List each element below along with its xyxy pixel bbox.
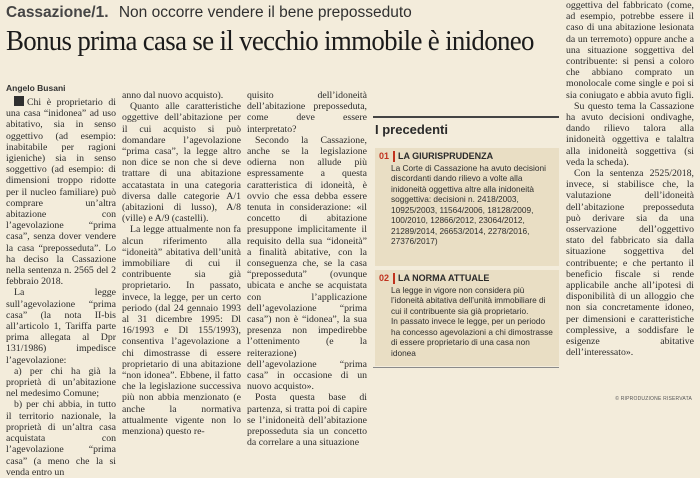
article-paragraph: Chi è proprietario di una casa “inidonea” ad uso abitativo, sia in senso oggettivo (ad esempio: inabitabile per ragioni igieniche) sia in senso soggettivo (ad esempio: di dimensioni troppo ridotte per il nucleo familiare) può comprare un’altra abitazione con l’agevolazione “prima casa”, senza dover vendere la casa “preposseduta”. Lo ha deciso la Cassazione nella sentenza n. 2565 del 2 febbraio 2018.: [6, 97, 116, 288]
box-number: 01: [379, 151, 390, 161]
article-paragraph: La legge sull’agevolazione “prima casa” (la nota II-bis all’articolo 1, Tariffa parte prima allegata al Dpr 131/1986) impedisce l’agevolazione:: [6, 287, 116, 366]
precedents-sidebar: [373, 116, 559, 368]
article-paragraph: Quanto alle caratteristiche oggettive dell’abitazione per il cui acquisto si può domandare l’agevolazione “prima casa”, la legge altro non dice se non che si deve trattare di una abitazione accatastata in una categoria diversa dalle categorie A/1 (abitazioni di lusso), A/8 (ville) e A/9 (castelli).: [122, 101, 241, 225]
kicker-label: Cassazione/1.: [6, 4, 109, 21]
article-paragraph: Posta questa base di partenza, si tratta poi di capire se l’inidoneità dell’abitazione preposseduta sia un concetto da correlare a una situazione: [247, 392, 367, 449]
box-text: La Corte di Cassazione ha avuto decisioni discordanti dando rilievo a volte alla inidoneità oggettiva altre alla inidoneità soggettiva: decisioni n. 2418/2003, 10925/2003, 11564/2006, 18128/2009, 100/2010, 12866/2012, 23064/2012, 21289/2014, 26653/2014, 2278/2016, 27376/2017): [391, 162, 546, 246]
article-paragraph: La legge attualmente non fa alcun riferimento alla “idoneità” abitativa dell’unità immobiliare di cui il contribuente sia già proprietario. In passato, invece, la legge, per un certo periodo (dal 24 gennaio 1993 al 31 dicembre 1995: Dl 16/1993 e Dl 155/1993), consentiva l’agevolazione a chi dimostrasse di essere proprietario di una abitazione “non idonea”. Ebbene, il fatto che la legislazione successiva più non abbia menzionato (e anche la normativa attualmente vigente non lo menziona) questo re-: [122, 224, 241, 438]
box-label: LA GIURISPRUDENZA: [393, 151, 493, 162]
article-paragraph: b) per chi abbia, in tutto il territorio nazionale, la proprietà di un’altra casa acquistata con l’agevolazione “prima casa” (a meno che la si venda entro un: [6, 399, 116, 478]
box-header: [379, 273, 555, 284]
article-column-3: [247, 90, 367, 449]
article-paragraph: Secondo la Cassazione, anche se la legislazione odierna non allude più espressamente a questa caratteristica di idoneità, è ovvio che essa debba essere tenuta in considerazione: «il concetto di abitazione presuppone implicitamente il requisito della sua “idoneità” a finalità abitative, con la conseguenza che, se la casa “preposseduta” (ovunque ubicata e anche se acquistata con l’applicazione dell’agevolazione “prima casa”) non è “idonea”, la sua presenza non impedirebbe l’ottenimento (e la reiterazione) dell’agevolazione “prima casa” in occasione di un nuovo acquisto».: [247, 134, 367, 393]
article-paragraph: Con la sentenza 2525/2018, invece, si stabilisce che, la valutazione dell’idoneità dell’abitazione preposseduta può derivare sia da una osservazione dell’oggettivo stato del fabbricato sia dalla situazione soggettiva del contribuente; e che pertanto il beneficio fiscale si rende applicabile anche all’ipotesi di disponibilità di un alloggio che non sia concretamente idoneo, per dimensioni e caratteristiche complessive, a soddisfare le esigenze abitative dell’interessato».: [566, 168, 694, 359]
author-byline: Angelo Busani: [6, 83, 66, 93]
box-text: La legge in vigore non considera più l’idoneità abitativa dell’unità immobiliare di cui il contribuente sia già proprietario.: [391, 284, 546, 316]
article-paragraph: anno dal nuovo acquisto).: [122, 90, 224, 101]
sidebar-title: I precedenti: [375, 122, 448, 137]
article-paragraph: quisito dell’idoneità dell’abitazione preposseduta, come deve essere interpretato?: [247, 90, 367, 135]
precedent-box-jurisprudence: [375, 148, 559, 266]
article-column-1: [6, 96, 116, 478]
precedent-box-current-law: [375, 270, 559, 366]
article-column-2: [122, 90, 241, 437]
article-headline: Bonus prima casa se il vecchio immobile è inidoneo: [6, 26, 534, 57]
box-header: [379, 151, 555, 162]
box-number: 02: [379, 273, 390, 283]
article-kicker: [6, 4, 412, 26]
dropcap-square-icon: [14, 96, 24, 106]
article-paragraph: oggettiva del fabbricato (come, ad esempio, potrebbe essere il caso di una abitazione lesionata da un terremoto) oppure anche a una situazione soggettiva del contribuente: si pensi a coloro che abbiano comprato un monolocale come single e poi si sia coniugato e abbia avuto figli.: [566, 0, 694, 101]
article-paragraph: Su questo tema la Cassazione ha avuto decisioni ondivaghe, dando rilievo talora alla inidoneità oggettiva e talaltra alla inidoneità soggettiva (si veda la scheda).: [566, 100, 694, 168]
article-paragraph: a) per chi ha già la proprietà di un’abitazione nel medesimo Comune;: [6, 365, 116, 400]
kicker-subtitle: Non occorre vendere il bene preposseduto: [118, 4, 412, 21]
box-text: In passato invece le legge, per un periodo ha concesso agevolazioni a chi dimostrasse di essere proprietario di una casa non idonea: [391, 316, 553, 358]
copyright-notice: © RIPRODUZIONE RISERVATA: [615, 396, 692, 402]
box-label: LA NORMA ATTUALE: [393, 273, 489, 284]
article-column-5: [566, 0, 694, 359]
